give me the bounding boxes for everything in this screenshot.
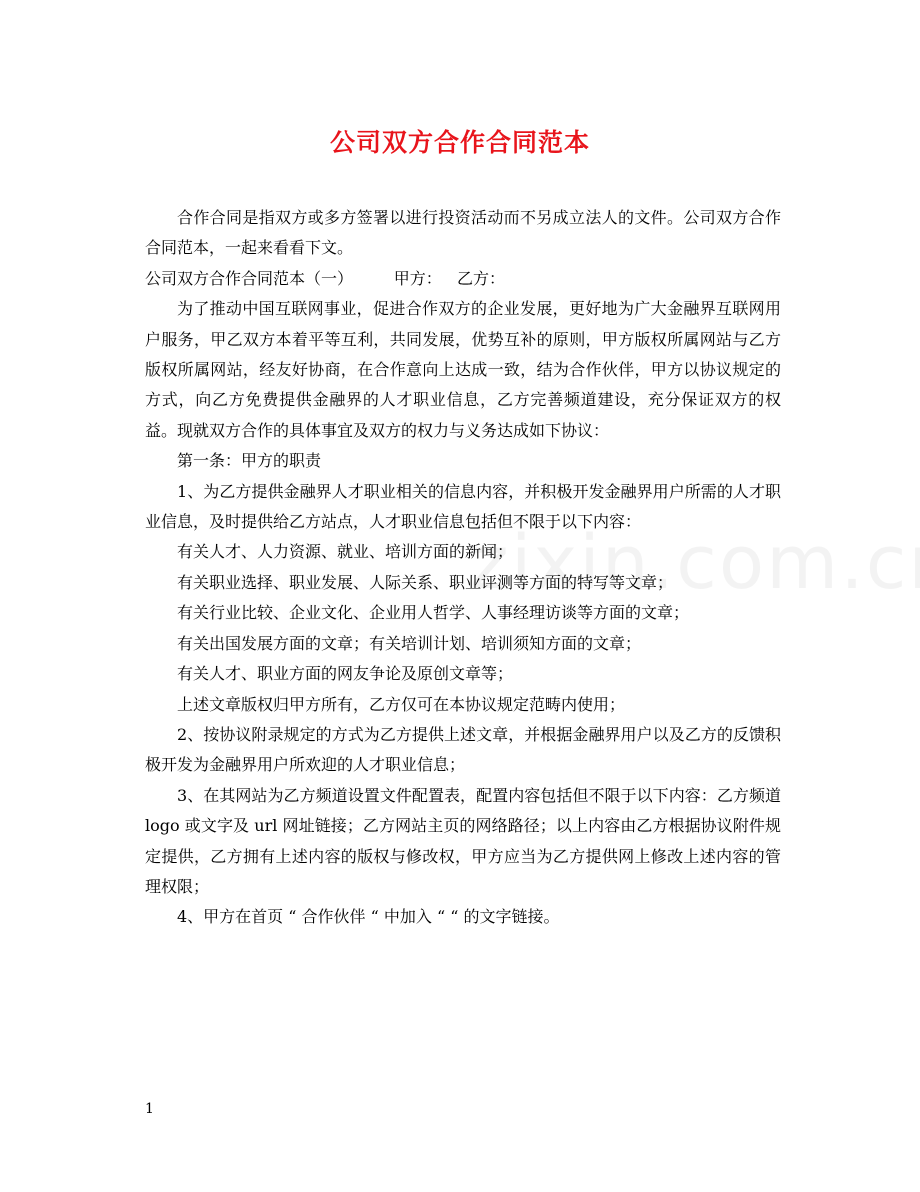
preamble-paragraph: 为了推动中国互联网事业，促进合作双方的企业发展，更好地为广大金融界互联网用户服务，甲乙双方本着平等互利，共同发展，优势互补的原则，甲方版权所属网站与乙方版权所属网站，经友好协商，在合作意向上达成一致，结为合作伙伴，甲方以协议规定的方式，向乙方免费提供金融界的人才职业信息，乙方完善频道建设，充分保证双方的权益。现就双方合作的具体事宜及双方的权力与义务达成如下协议：: [145, 299, 781, 440]
section-heading: 公司双方合作合同范本（一）: [145, 268, 354, 288]
list-item: 有关人才、职业方面的网友争论及原创文章等；: [177, 664, 514, 684]
intro-paragraph: 合作合同是指双方或多方签署以进行投资活动而不另成立法人的文件。公司双方合作合同范本，一起来看看下文。: [145, 208, 781, 258]
document-body: [145, 203, 781, 933]
clause-2: 2、按协议附录规定的方式为乙方提供上述文章，并根据金融界用户以及乙方的反馈积极开发为金融界用户所欢迎的人才职业信息；: [145, 724, 781, 775]
clause-4: 4、甲方在首页 “ 合作伙伴 “ 中加入 “ “ 的文字链接。: [177, 907, 560, 927]
list-item: 有关人才、人力资源、就业、培训方面的新闻；: [177, 542, 514, 562]
list-item: 有关行业比较、企业文化、企业用人哲学、人事经理访谈等方面的文章；: [177, 603, 690, 623]
list-item: 有关职业选择、职业发展、人际关系、职业评测等方面的特写等文章；: [177, 572, 674, 592]
clause-3: 3、在其网站为乙方频道设置文件配置表，配置内容包括但不限于以下内容：乙方频道 logo 或文字及 url 网址链接；乙方网站主页的网络路径；以上内容由乙方根据协议附件规定提供，乙方拥有上述内容的版权与修改权，甲方应当为乙方提供网上修改上述内容的管理权限；: [145, 785, 781, 896]
section-heading-line: [145, 264, 781, 294]
party-b-label: 乙方：: [456, 268, 505, 288]
list-item: 上述文章版权归甲方所有，乙方仅可在本协议规定范畴内使用；: [177, 694, 626, 714]
party-a-label: 甲方：: [393, 268, 442, 288]
page-number: 1: [145, 1101, 154, 1117]
document-title: 公司双方合作合同范本: [329, 128, 590, 157]
article-1-heading: 第一条：甲方的职责: [177, 451, 322, 471]
list-item: 有关出国发展方面的文章；有关培训计划、培训须知方面的文章；: [177, 633, 642, 653]
clause-1: 1、为乙方提供金融界人才职业相关的信息内容，并积极开发金融界用户所需的人才职业信息，及时提供给乙方站点，人才职业信息包括但不限于以下内容：: [145, 481, 781, 532]
